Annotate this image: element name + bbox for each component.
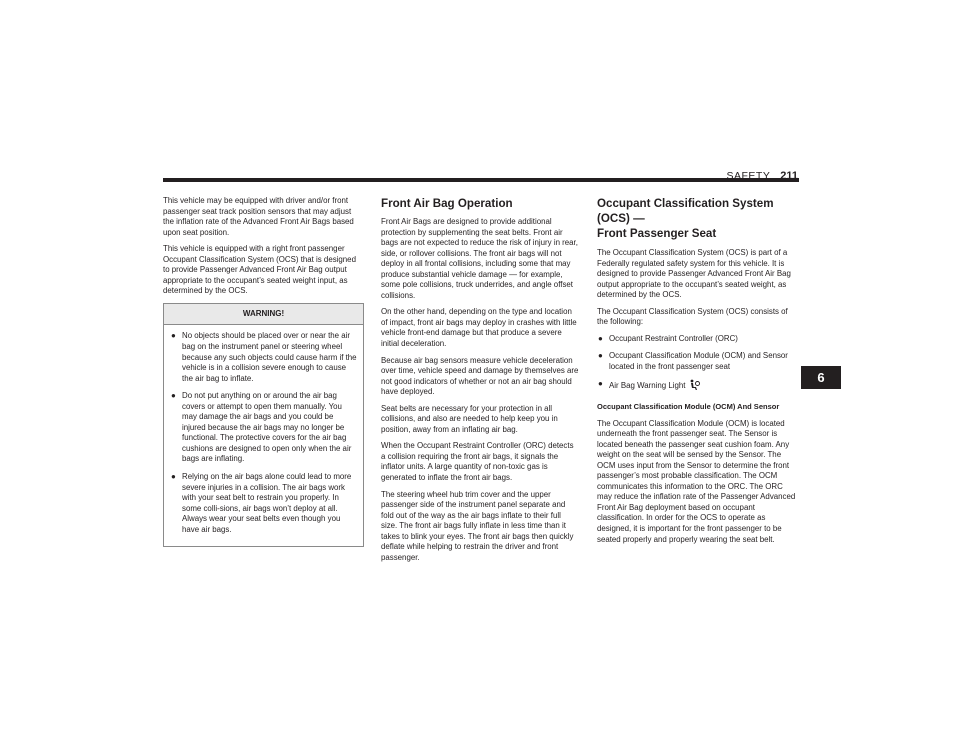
section-heading xyxy=(597,196,796,241)
airbag-warning-icon xyxy=(688,379,700,395)
warning-item-text: No objects should be placed over or near the air bag on the instrument panel or steering wheel because any such objects could cause harm if the vehicle is in a collision severe enough to cause the air bag to inflate. xyxy=(182,331,357,383)
paragraph: The steering wheel hub trim cover and the upper passenger side of the instrument panel separate and fold out of the way as the air bags inflate to their full size. The front air bags fully inflate in less time than it takes to blink your eyes. The front air bags then quickly deflate while helping to restrain the driver and front passenger. xyxy=(381,489,574,562)
heading-line: Occupant Classification System (OCS) — xyxy=(597,197,774,225)
component-list xyxy=(597,334,796,395)
section-heading: Front Air Bag Operation xyxy=(381,197,513,210)
paragraph: Seat belts are necessary for your protection in all collisions, and also are needed to help keep you in position, away from an inflating air bag. xyxy=(381,403,558,434)
column-left xyxy=(163,196,362,547)
subheading: Occupant Classification Module (OCM) And Sensor xyxy=(597,402,780,412)
warning-list xyxy=(164,325,363,546)
bullet-icon: ● xyxy=(598,333,603,343)
bullet-icon: ● xyxy=(171,472,176,482)
list-item-text: Air Bag Warning Light xyxy=(609,381,686,391)
paragraph: This vehicle is equipped with a right front passenger Occupant Classification System (OCS) that is designed to provide Passenger Advanced Front Air Bag output appropriate to the occupant’s seated weight input, as determined by the OCS. xyxy=(163,244,356,296)
warning-item xyxy=(170,331,357,384)
warning-box xyxy=(163,303,364,547)
warning-item-text: Do not put anything on or around the air bag covers or attempt to open them manually. You may damage the air bags and you could be injured because the air bags may no longer be functional. The protective covers for the air bag cushions are designed to open only when the air bags are inflating. xyxy=(182,391,352,464)
chapter-tab: 6 xyxy=(801,366,841,389)
paragraph: Because air bag sensors measure vehicle deceleration over time, vehicle speed and damage by themselves are not good indicators of whether or not an air bag should have deployed. xyxy=(381,355,579,397)
header-rule xyxy=(163,178,795,182)
list-item xyxy=(597,334,796,345)
bullet-icon: ● xyxy=(598,351,603,361)
paragraph: This vehicle may be equipped with driver and/or front passenger seat track position sensors that may adjust the inflation rate of the Advanced Front Air Bags based upon seat position. xyxy=(163,196,354,237)
list-item xyxy=(597,351,796,372)
list-item xyxy=(597,379,796,395)
running-head xyxy=(726,171,798,182)
paragraph: When the Occupant Restraint Controller (ORC) detects a collision requiring the front air bags, it signals the inflator units. A large quantity of non-toxic gas is generated to inflate the front air bags. xyxy=(381,441,574,483)
heading-line: Front Passenger Seat xyxy=(597,227,717,240)
column-middle xyxy=(381,196,579,569)
paragraph: Front Air Bags are designed to provide additional protection by supplementing the seat belts. Front air bags are not expected to reduce the risk of injury in rear, side, or rollover collisions. The front air bags will not deploy in all frontal collisions, including some that may produce substantial vehicle damage — for example, some pole collisions, truck underrides, and angle offset collisions. xyxy=(381,217,578,300)
paragraph: The Occupant Classification Module (OCM) is located underneath the front passenger seat. The Sensor is located beneath the passenger seat cushion foam. Any weight on the seat will be sensed by the Sensor. The OCM uses input from the Sensor to determine the front passenger’s most probable classification. The OCM communicates this information to the ORC. The ORC may reduce the inflation rate of the Passenger Advanced Front Air Bag deployment based on occupant classification. In order for the OCS to operate as designed, it is important for the front passenger to be seated properly and properly wearing the seat belt. xyxy=(597,418,796,544)
column-right xyxy=(597,196,796,551)
warning-title: WARNING! xyxy=(164,304,363,326)
warning-item xyxy=(170,472,357,535)
bullet-icon: ● xyxy=(171,391,176,401)
page-number: 211 xyxy=(780,170,798,182)
warning-item xyxy=(170,391,357,465)
paragraph: The Occupant Classification System (OCS) consists of the following: xyxy=(597,306,788,327)
bullet-icon: ● xyxy=(171,331,176,341)
list-item-text: Occupant Restraint Controller (ORC) xyxy=(609,333,738,343)
paragraph: The Occupant Classification System (OCS) is part of a Federally regulated safety system for this vehicle. It is designed to provide Passenger Advanced Front Air Bag output appropriate to the occupant’s seated weight, as determined by the OCS. xyxy=(597,248,791,300)
warning-item-text: Relying on the air bags alone could lead to more severe injuries in a collision. The air bags work with your seat belt to restrain you properly. In some colli-sions, air bags won’t deploy at all. Always wear your seat belts even though you have air bags. xyxy=(182,472,352,534)
paragraph: On the other hand, depending on the type and location of impact, front air bags may deploy in crashes with little vehicle front-end damage but that produce a severe initial deceleration. xyxy=(381,307,577,349)
list-item-text: Occupant Classification Module (OCM) and Sensor located in the front passenger seat xyxy=(609,351,788,371)
bullet-icon: ● xyxy=(598,379,603,389)
section-title: SAFETY xyxy=(726,170,771,182)
